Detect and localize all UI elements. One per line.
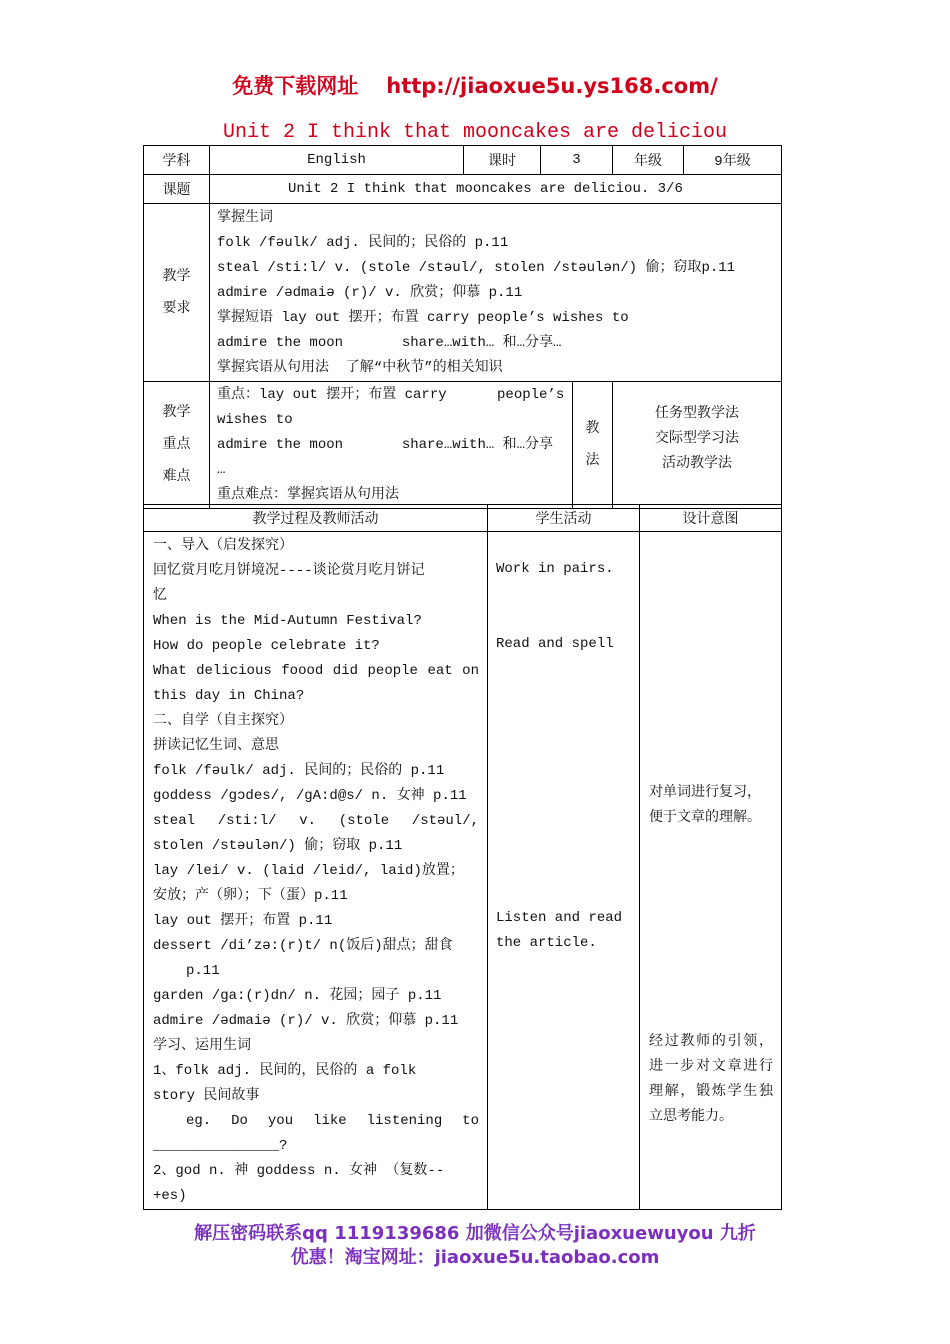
method-label-1: 教 [585,421,600,437]
process-line: When is the Mid-Autumn Festival? [153,613,422,629]
key-points-label-3: 难点 [162,469,191,485]
student-activity-item: Listen and read [496,910,623,926]
subject-value: English [210,146,464,175]
process-line: 1、folk adj. 民间的，民俗的 a folk [153,1063,417,1079]
process-line: eg. Do you like listening to [186,1113,479,1129]
process-line: folk /fəulk/ adj. 民间的；民俗的 p.11 [153,763,445,779]
period-value: 3 [541,146,613,175]
process-line: 安放；产（卵）；下（蛋）p.11 [153,888,348,904]
grade-value: 9年级 [684,146,782,175]
period-label: 课时 [464,146,541,175]
method-item: 交际型学习法 [655,431,739,447]
process-line: +es) [153,1188,187,1204]
document-title: Unit 2 I think that mooncakes are deliciou [222,121,728,144]
key-point-line: … [217,462,226,478]
process-line: How do people celebrate it? [153,638,380,654]
process-line: _______________? [153,1138,288,1154]
process-line: steal /sti:l/ v. (stole /stəul/, [153,813,479,829]
student-activity-header: 学生活动 [488,505,640,532]
process-line: 忆 [153,588,167,604]
process-line: dessert /di’zə:(r)t/ n(饭后)甜点；甜食 [153,938,453,954]
grade-label: 年级 [613,146,684,175]
requirement-line: 掌握生词 [217,210,273,226]
requirements-label-1: 教学 [162,268,191,285]
key-point-line: 重点：lay out 摆开；布置 carry people’s [217,387,565,403]
teacher-activity-header: 教学过程及教师活动 [144,505,488,532]
process-line: admire /ədmaiə (r)/ v. 欣赏；仰慕 p.11 [153,1013,459,1029]
method-list [613,382,782,509]
requirements-label-2: 要求 [162,300,191,317]
subject-label: 学科 [144,146,210,175]
method-label-2: 法 [585,453,600,469]
process-line: goddess /gɔdes/, /gA:d@s/ n. 女神 p.11 [153,788,467,804]
site-label: 免费下载网址 [232,74,359,98]
process-line: this day in China? [153,688,305,704]
student-activity-item: Work in pairs. [496,561,614,577]
process-line: p.11 [186,963,220,979]
requirement-line: admire the moon share…with… 和…分享… [217,335,562,351]
process-line: 回忆赏月吃月饼境况----谈论赏月吃月饼记 [153,563,425,579]
key-points-label-1: 教学 [162,405,191,421]
topic-label: 课题 [144,175,210,204]
process-line: 二、自学（自主探究） [153,713,293,729]
key-points-label-2: 重点 [162,437,191,453]
process-line: What delicious foood did people eat on [153,663,479,679]
design-intent-text: 经过教师的引领，进一步对文章进行理解，锻炼学生独立思考能力。 [649,1034,773,1125]
process-line: lay /lei/ v. (laid /leid/, laid)放置； [153,863,464,879]
method-label [573,382,613,509]
design-intent-header: 设计意图 [640,505,782,532]
requirements-content [210,204,782,382]
footer-line-1: 解压密码联系qq 1119139686 加微信公众号jiaoxuewuyou 九折 [194,1223,756,1244]
teacher-activity-cell [144,532,488,1210]
process-line: story 民间故事 [153,1088,260,1104]
process-line: lay out 摆开；布置 p.11 [153,913,333,929]
key-points-label [144,382,210,509]
requirement-line: steal /sti:l/ v. (stole /stəul/, stolen /stəulən/) 偷；窃取p.11 [217,260,736,276]
lesson-info-table [143,145,782,509]
key-point-line: wishes to [217,412,293,428]
topic-value: Unit 2 I think that mooncakes are deliciou. 3/6 [210,175,782,204]
requirement-line: 掌握宾语从句用法 了解“中秋节”的相关知识 [217,360,503,376]
requirement-line: admire /ədmaiə (r)/ v. 欣赏；仰慕 p.11 [217,285,523,301]
process-line: stolen /stəulən/) 偷；窃取 p.11 [153,838,403,854]
requirement-line: folk /fəulk/ adj. 民间的；民俗的 p.11 [217,235,509,251]
download-header [0,70,950,100]
footer-line-2: 优惠！淘宝网址：jiaoxue5u.taobao.com [290,1247,660,1268]
design-intent-cell [640,532,782,1210]
requirements-label [144,204,210,382]
student-activity-cell [488,532,640,1210]
student-activity-item: the article. [496,935,597,951]
key-point-line: 重点难点：掌握宾语从句用法 [217,487,399,503]
process-table [143,504,782,1210]
process-line: 拼读记忆生词、意思 [153,738,279,754]
method-item: 活动教学法 [662,456,732,472]
key-points-content [210,382,573,509]
key-point-line: admire the moon share…with… 和…分享 [217,437,554,453]
process-line: 2、god n. 神 goddess n. 女神 （复数-- [153,1163,445,1179]
process-line: 一、导入（启发探究） [153,538,293,554]
process-line: garden /ga:(r)dn/ n. 花园；园子 p.11 [153,988,442,1004]
design-intent-text: 对单词进行复习，便于文章的理解。 [649,785,761,826]
process-line: 学习、运用生词 [153,1038,251,1054]
requirement-line: 掌握短语 lay out 摆开；布置 carry people’s wishes to [217,310,629,326]
student-activity-item: Read and spell [496,636,614,652]
method-item: 任务型教学法 [655,406,739,422]
site-url-link[interactable]: http://jiaoxue5u.ys168.com/ [386,74,718,98]
